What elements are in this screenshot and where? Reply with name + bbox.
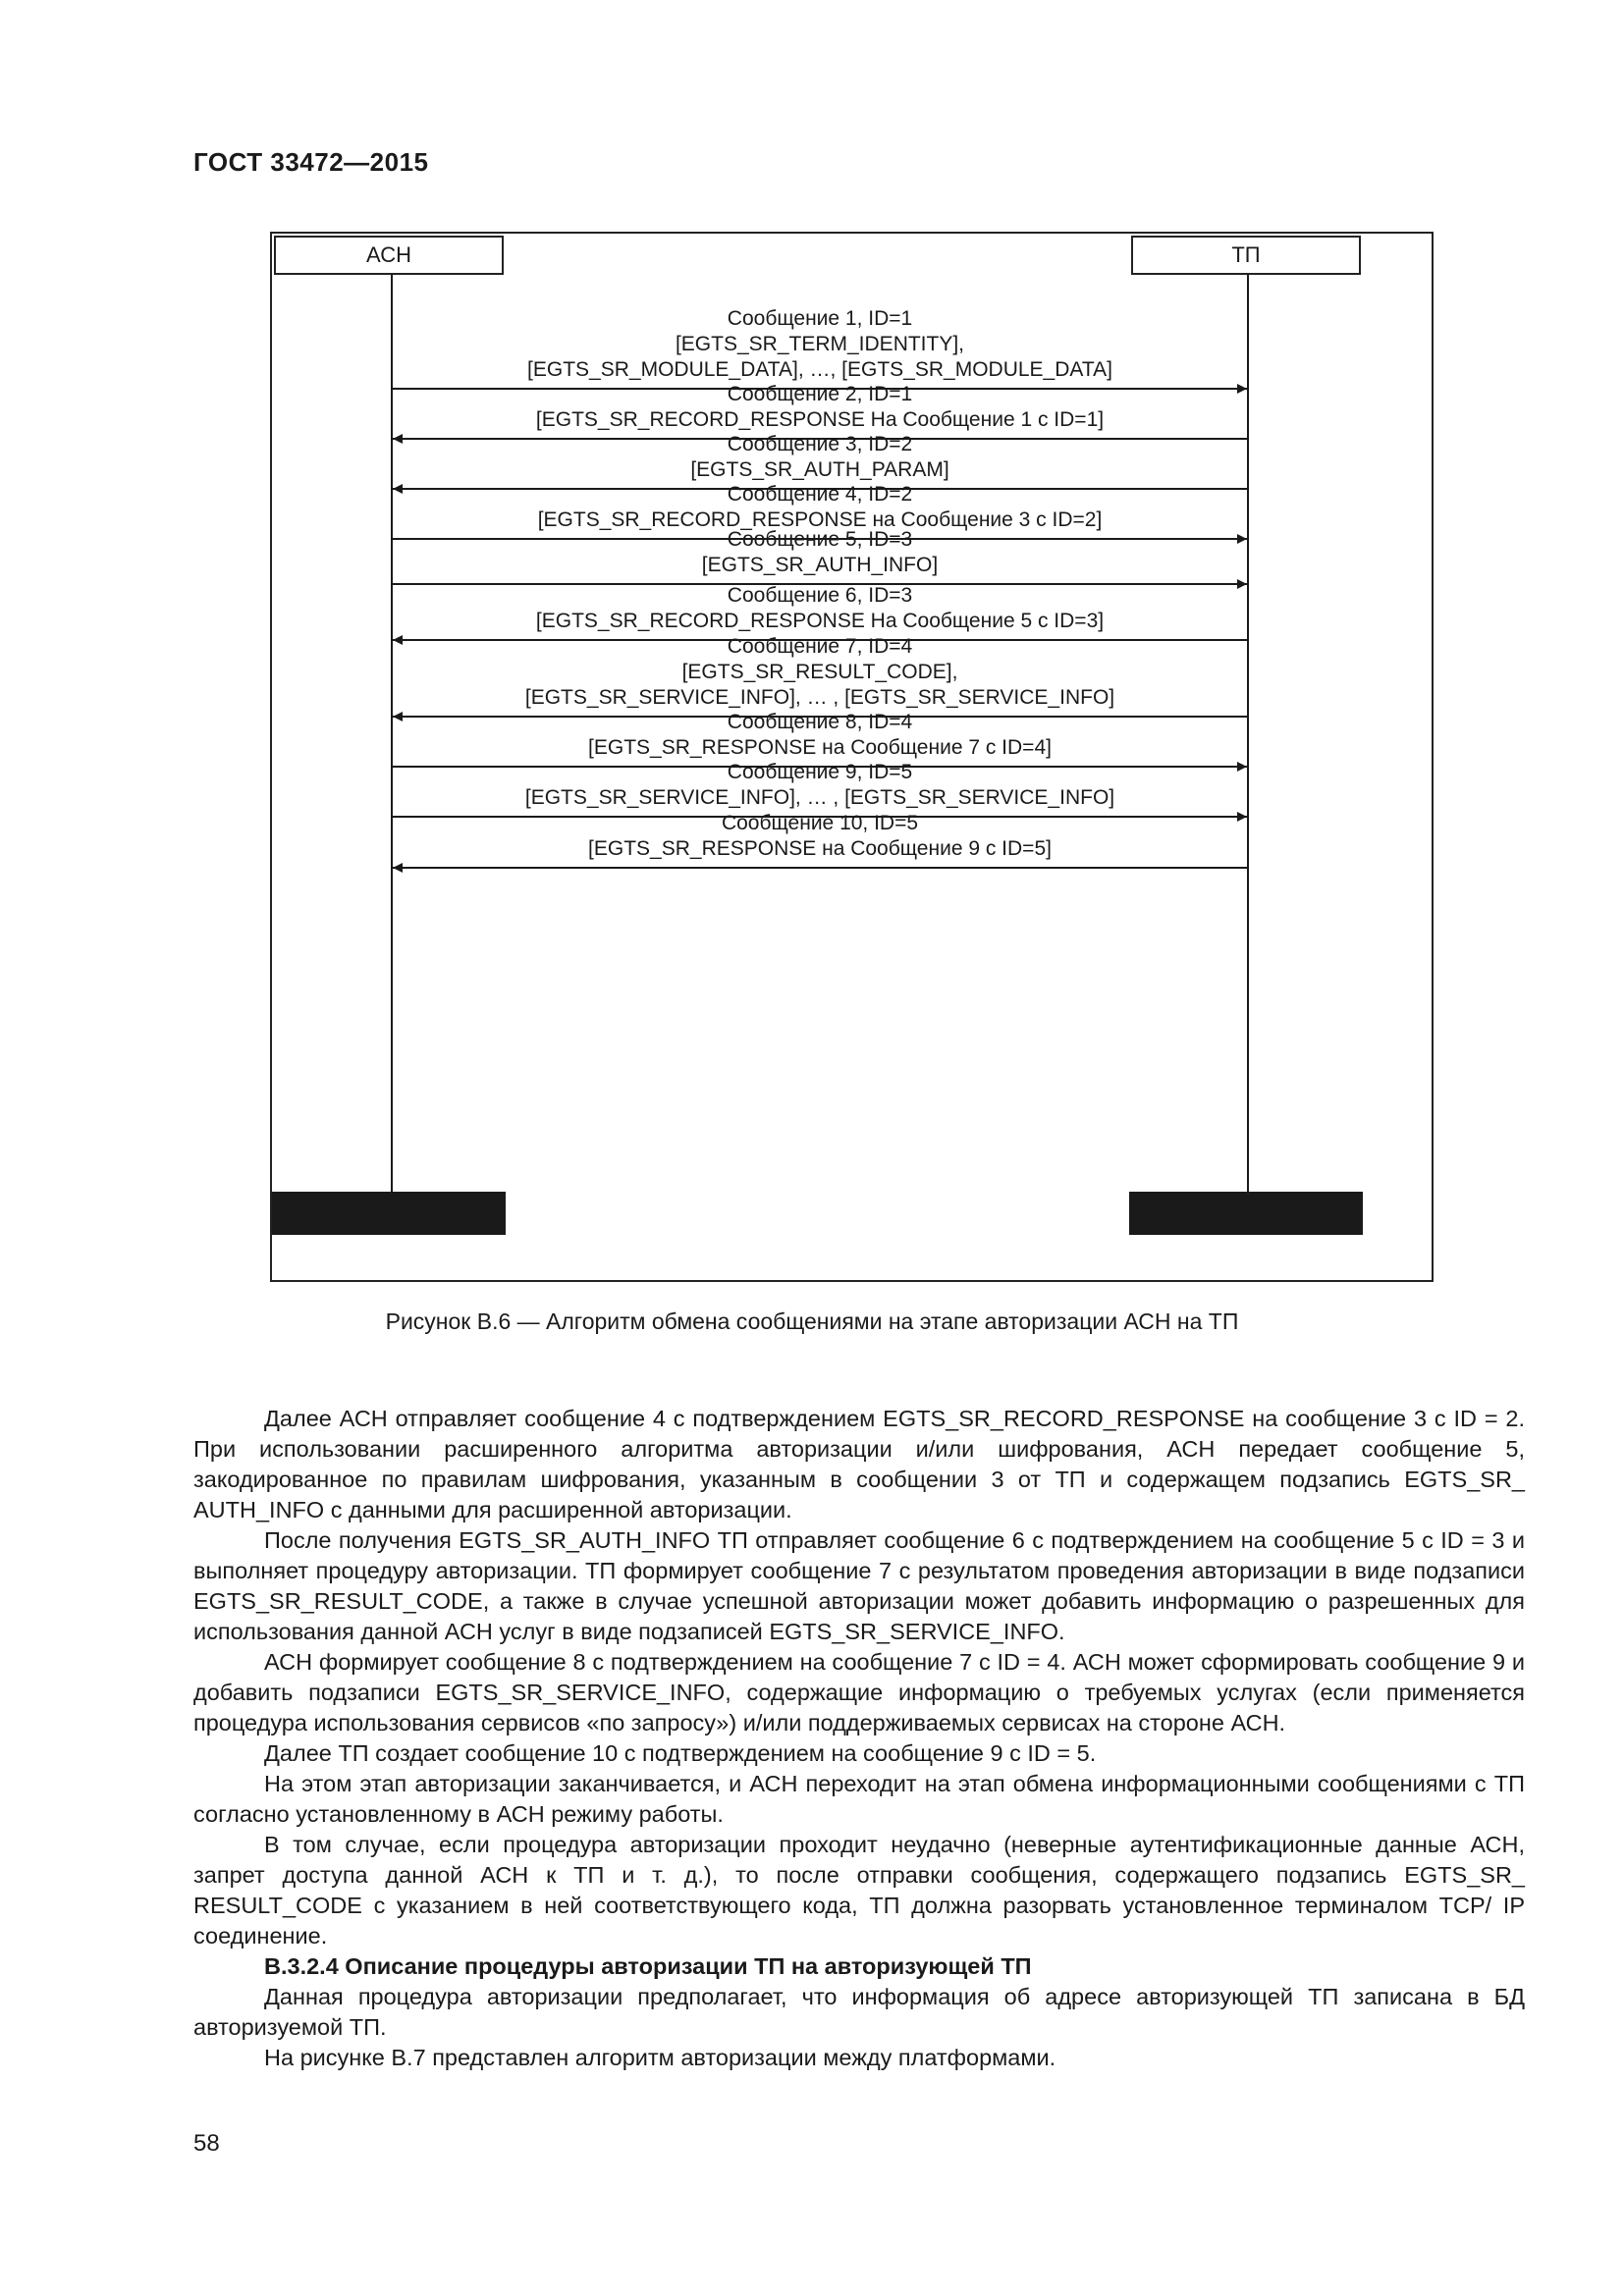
figure-caption: Рисунок В.6 — Алгоритм обмена сообщениями на этапе авторизации АСН на ТП: [385, 1308, 1239, 1334]
message-text-line: [EGTS_SR_RESPONSE на Сообщение 7 с ID=4]: [588, 736, 1052, 759]
message-text-line: Сообщение 4, ID=2: [727, 483, 913, 506]
message-text-line: Сообщение 3, ID=2: [727, 433, 913, 455]
paragraph: Далее ТП создает сообщение 10 с подтверждением на сообщение 9 с ID = 5.: [264, 1740, 1097, 1766]
message-text-line: Сообщение 1, ID=1: [727, 307, 913, 330]
subsection-title: В.3.2.4 Описание процедуры авторизации ТП на авторизующей ТП: [264, 1953, 1032, 1979]
message-label-8: [476, 710, 1164, 761]
sequence-diagram: [270, 232, 1434, 1282]
message-label-4: [476, 482, 1164, 533]
message-label-5: [476, 527, 1164, 578]
message-label-9: [476, 760, 1164, 811]
message-text-line: Сообщение 2, ID=1: [727, 383, 913, 405]
actor-left-label: АСН: [366, 242, 411, 267]
actor-right-box: [1131, 236, 1361, 275]
paragraph: Далее АСН отправляет сообщение 4 с подтверждением EGTS_SR_RECORD_RESPONSE на сообщение 3 с ID = 2. При использовании расширенного алгоритма авторизации и/или шифрования, АСН передает сообщение 5, закодированное по правилам шифрования, указанным в сообщении 3 от ТП и содержащем подзапись EGTS_SR_ AUTH_INFO с данными для расширенной авторизации.: [193, 1406, 1525, 1522]
paragraph: АСН формирует сообщение 8 с подтверждением на сообщение 7 с ID = 4. АСН может сформировать сообщение 9 и добавить подзаписи EGTS_SR_SERVICE_INFO, содержащие информацию о требуемых услугах (если применяется процедура использования сервисов «по запросу») и/или поддерживаемых сервисах на стороне АСН.: [193, 1649, 1525, 1735]
message-text-line: [EGTS_SR_AUTH_INFO]: [701, 554, 939, 576]
message-label-3: [476, 432, 1164, 483]
message-text-line: [EGTS_SR_RECORD_RESPONSE На Сообщение 1 с ID=1]: [535, 408, 1105, 431]
message-text-line: [EGTS_SR_SERVICE_INFO], … , [EGTS_SR_SERVICE_INFO]: [524, 786, 1115, 809]
message-label-6: [476, 583, 1164, 634]
message-text-line: Сообщение 7, ID=4: [727, 635, 913, 658]
message-text-line: [EGTS_SR_MODULE_DATA], …, [EGTS_SR_MODULE_DATA]: [527, 358, 1112, 381]
paragraph: Данная процедура авторизации предполагает, что информация об адресе авторизующей ТП записана в БД авторизуемой ТП.: [193, 1984, 1525, 2040]
message-text-line: [EGTS_SR_RECORD_RESPONSE На Сообщение 5 с ID=3]: [535, 610, 1105, 632]
message-text-line: [EGTS_SR_AUTH_PARAM]: [690, 458, 949, 481]
message-label-1: [476, 306, 1164, 383]
message-text-line: Сообщение 8, ID=4: [727, 711, 913, 733]
message-text-line: [EGTS_SR_RESULT_CODE],: [681, 661, 958, 683]
message-label-10: [476, 811, 1164, 862]
message-text-line: [EGTS_SR_RESPONSE на Сообщение 9 с ID=5]: [588, 837, 1052, 860]
document-header: ГОСТ 33472—2015: [193, 147, 429, 177]
actor-left-box: [274, 236, 504, 275]
message-text-line: Сообщение 6, ID=3: [727, 584, 913, 607]
message-text-line: [EGTS_SR_RECORD_RESPONSE на Сообщение 3 с ID=2]: [537, 508, 1103, 531]
paragraph: На этом этап авторизации заканчивается, и АСН переходит на этап обмена информационными сообщениями с ТП согласно установленному в АСН режиму работы.: [193, 1771, 1525, 1827]
actor-right-end-bar: [1129, 1192, 1363, 1235]
message-label-7: [476, 634, 1164, 711]
page-number: 58: [193, 2130, 220, 2157]
message-text-line: [EGTS_SR_SERVICE_INFO], … , [EGTS_SR_SERVICE_INFO]: [524, 686, 1115, 709]
actor-right-label: ТП: [1231, 242, 1261, 267]
paragraph: На рисунке В.7 представлен алгоритм авторизации между платформами.: [264, 2045, 1056, 2070]
body-text: [193, 1404, 1525, 2073]
message-text-line: Сообщение 9, ID=5: [727, 761, 913, 783]
message-label-2: [476, 382, 1164, 433]
paragraph: После получения EGTS_SR_AUTH_INFO ТП отправляет сообщение 6 с подтверждением на сообщение 5 с ID = 3 и выполняет процедуру авторизации. ТП формирует сообщение 7 с результатом проведения авторизации в виде подзаписи EGTS_SR_RESULT_CODE, а также в случае успешной авторизации может добавить информацию о разрешенных для использования данной АСН услуг в виде подзаписей EGTS_SR_SERVICE_INFO.: [193, 1527, 1525, 1644]
message-text-line: [EGTS_SR_TERM_IDENTITY],: [675, 333, 965, 355]
paragraph: В том случае, если процедура авторизации проходит неудачно (неверные аутентификационные данные АСН, запрет доступа данной АСН к ТП и т. д.), то после отправки сообщения, содержащего подзапись EGTS_SR_ RESULT_CODE с указанием в ней соответствующего кода, ТП должна разорвать установленное терминалом TCP/ IP соединение.: [193, 1832, 1525, 1949]
message-text-line: Сообщение 5, ID=3: [727, 528, 913, 551]
message-text-line: Сообщение 10, ID=5: [721, 812, 919, 834]
actor-left-end-bar: [272, 1192, 506, 1235]
